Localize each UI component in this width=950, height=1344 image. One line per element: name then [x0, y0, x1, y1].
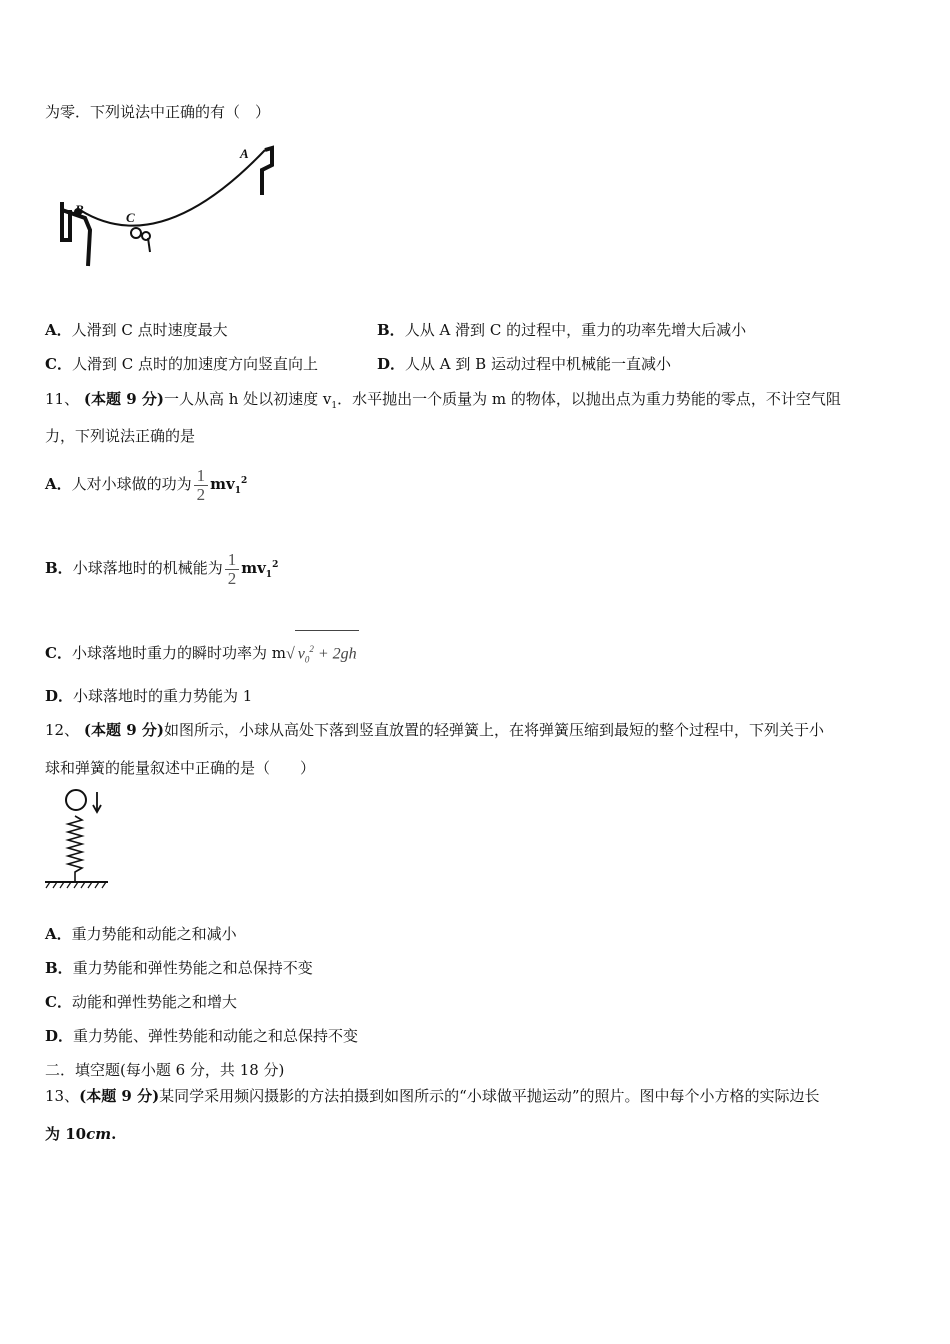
q10-option-d: D．人从 A 到 B 运动过程中机械能一直减小: [377, 355, 671, 373]
q11-option-c: C．小球落地时重力的瞬时功率为 m√ $v_0^2 + 2gh$: [45, 630, 359, 678]
q10-option-a: A．人滑到 C 点时速度最大: [45, 321, 228, 339]
q12-option-a: A．重力势能和动能之和减小: [45, 925, 237, 943]
q10-stem-tail: 为零．下列说法中正确的有（ ）: [45, 103, 271, 121]
sqrt-expression: √ $v_0^2 + 2gh$: [286, 630, 359, 678]
q12-stem-line2: 球和弹簧的能量叙述中正确的是（ ）: [45, 759, 316, 777]
q12-spring-figure: [42, 786, 112, 890]
fraction-half: $\frac{1}{2}$: [194, 467, 209, 504]
q11-stem-line1: 11、 (本题 9 分)一人从高 h 处以初速度 $v_1$．水平抛出一个质量为 m 的物体，以抛出点为重力势能的零点，不计空气阻: [45, 390, 841, 411]
q11-option-d: D．小球落地时的重力势能为 1: [45, 687, 253, 705]
q10-option-b: B．人从 A 滑到 C 的过程中，重力的功率先增大后减小: [377, 321, 747, 339]
q11-option-b: B．小球落地时的机械能为 $\frac{1}{2}$ $mv_1^2$: [45, 549, 279, 588]
q12-option-b: B．重力势能和弹性势能之和总保持不变: [45, 959, 313, 977]
fraction-half: $\frac{1}{2}$: [225, 551, 240, 588]
q10-option-c: C．人滑到 C 点时的加速度方向竖直向上: [45, 355, 318, 373]
q13-stem-line2: 为 10cm.: [45, 1125, 117, 1143]
q12-option-c: C．动能和弹性势能之和增大: [45, 993, 237, 1011]
q13-stem-line1: 13、(本题 9 分)某同学采用频闪摄影的方法拍摄到如图所示的“小球做平抛运动”的照片。图中每个小方格的实际边长: [45, 1087, 820, 1105]
q10-track-figure: [40, 140, 290, 280]
q11-stem-line2: 力，下列说法正确的是: [45, 427, 196, 445]
figure-label-c: C: [126, 210, 135, 225]
q12-option-d: D．重力势能、弹性势能和动能之和总保持不变: [45, 1027, 359, 1045]
figure-label-b: B: [75, 202, 84, 217]
q12-stem-line1: 12、 (本题 9 分)如图所示，小球从高处下落到竖直放置的轻弹簧上，在将弹簧压缩到最短的整个过程中，下列关于小: [45, 721, 824, 739]
q11-option-a: A．人对小球做的功为 $\frac{1}{2}$ $mv_1^2$: [45, 465, 248, 504]
section-heading: 二．填空题(每小题 6 分，共 18 分): [45, 1061, 285, 1079]
figure-label-a: A: [240, 146, 249, 161]
